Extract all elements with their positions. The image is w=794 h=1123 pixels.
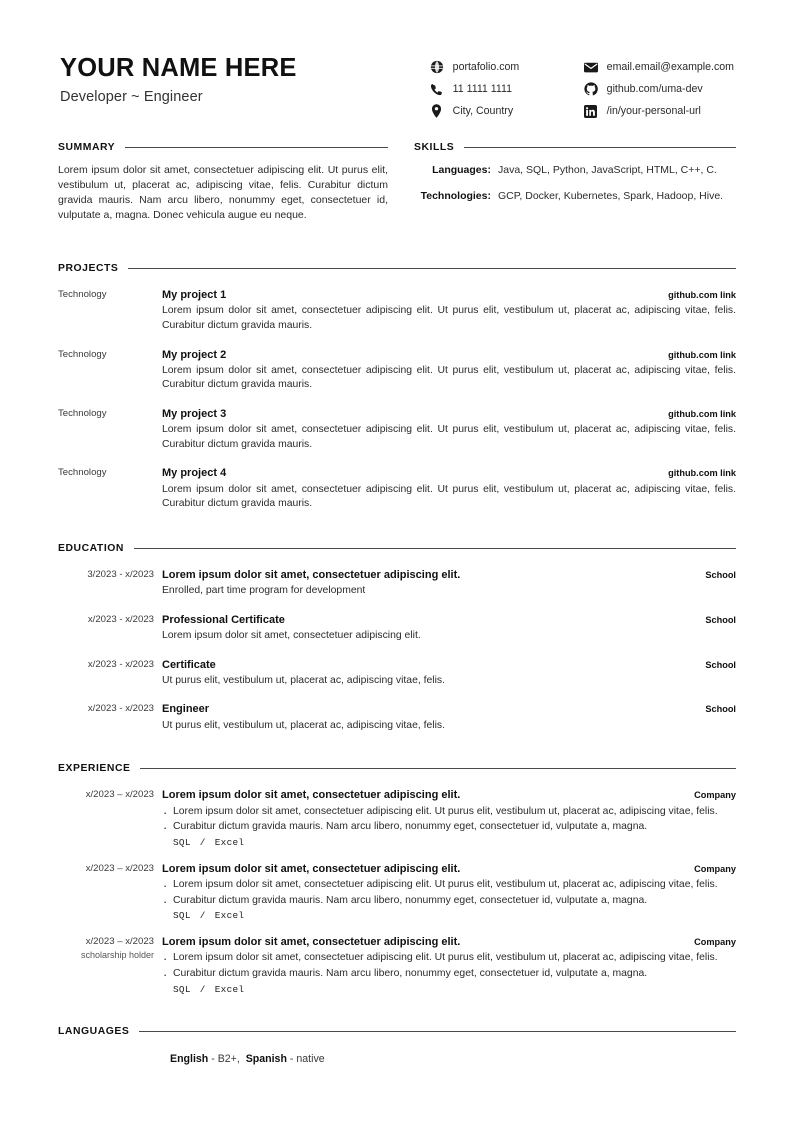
project-title: My project 1 [162,289,227,302]
skills-section-title: SKILLS [414,142,455,153]
experience-section [58,763,736,994]
section-divider [140,768,736,769]
experience-subtitle: scholarship holder [80,949,154,960]
section-divider [139,1031,736,1032]
education-dates: x/2023 - x/2023 [87,613,154,625]
experience-tag: SQL [173,983,191,995]
summary-text: Lorem ipsum dolor sit amet, consectetuer adipiscing elit. Ut purus elit, vestibulum ut, placerat ac, adipiscing vitae, felis. Curabitur dictum gravida mauris. Nam arcu libero, nonummy eget, consectetuer id, vulputate a, magna. Donec vehicula augue eu neque. [58,164,388,221]
skills-section [414,142,736,233]
contact-text-github: github.com/uma-dev [606,83,703,95]
project-link[interactable]: github.com link [668,408,736,419]
project-body [162,466,736,511]
contact-text-linkedin: /in/your-personal-url [606,105,701,117]
project-description: Lorem ipsum dolor sit amet, consectetuer adipiscing elit. Ut purus elit, vestibulum ut, placerat ac, adipiscing vitae, felis. Curabitur dictum gravida mauris. [162,364,736,391]
experience-tag: Excel [214,836,245,848]
experience-dates: x/2023 – x/2023 [85,936,154,948]
tag-separator: / [199,836,206,848]
summary-section [58,142,388,233]
experience-header [162,935,736,949]
summary-skills-band [58,142,736,233]
project-header [162,407,736,421]
section-divider [464,147,736,148]
experience-body [162,862,736,921]
contact-item-phone[interactable] [430,82,558,96]
education-header [162,702,736,716]
list-item [58,288,736,333]
project-link[interactable]: github.com link [668,468,736,479]
languages-section-head [58,1026,736,1037]
experience-dates: x/2023 – x/2023 [85,789,154,801]
experience-tag: Excel [214,910,245,922]
project-title: My project 3 [162,407,227,420]
project-title: My project 4 [162,467,227,480]
project-body [162,348,736,393]
education-description: Ut purus elit, vestibulum ut, placerat ac, adipiscing vitae, felis. [162,674,445,686]
skill-label-languages: Languages: [432,164,491,176]
languages-section-title: LANGUAGES [58,1025,130,1037]
summary-section-head [58,142,388,153]
contact-text-email: email.email@example.com [606,61,734,73]
section-divider [125,147,388,148]
experience-company: Company [694,937,736,948]
language-name-spanish: Spanish [245,1052,287,1065]
location-pin-icon [430,104,444,118]
github-icon [584,82,598,96]
education-title: Lorem ipsum dolor sit amet, consectetuer adipiscing elit. [162,568,461,581]
experience-header [162,788,736,802]
skill-label-technologies: Technologies: [420,189,491,202]
education-title: Certificate [162,658,216,671]
list-item [58,862,736,921]
experience-tags [162,837,736,848]
experience-bullet: · Lorem ipsum dolor sit amet, consectetuer adipiscing elit. Ut purus elit, vestibulum ut, placerat ac, adipiscing vitae, felis. [162,878,736,893]
contact-item-email[interactable] [584,60,734,74]
education-description: Lorem ipsum dolor sit amet, consectetuer adipiscing elit. [162,629,421,641]
project-link[interactable]: github.com link [668,290,736,301]
projects-section-head [58,263,736,274]
experience-tags [162,984,736,995]
project-technology: Technology [58,289,107,301]
education-school: School [705,614,736,625]
education-body [162,658,736,689]
language-name-english: English [170,1052,209,1065]
contact-item-portfolio[interactable] [430,60,558,74]
skill-value-technologies: GCP, Docker, Kubernetes, Spark, Hadoop, Hive. [498,189,724,202]
tag-separator: / [199,910,206,922]
education-description: Ut purus elit, vestibulum ut, placerat ac, adipiscing vitae, felis. [162,719,445,731]
education-section-title: EDUCATION [58,542,124,554]
list-item [58,613,736,644]
section-divider [128,268,736,269]
experience-bullet: · Curabitur dictum gravida mauris. Nam arcu libero, nonummy eget, consectetuer id, vulputate a, magna. [162,894,736,909]
language-level-spanish: native [296,1052,325,1065]
contact-item-linkedin[interactable] [584,104,734,118]
education-header [162,613,736,627]
project-technology: Technology [58,348,107,360]
experience-section-head [58,763,736,774]
education-dates: x/2023 - x/2023 [87,658,154,670]
experience-bullet: · Curabitur dictum gravida mauris. Nam arcu libero, nonummy eget, consectetuer id, vulputate a, magna. [162,967,736,982]
languages-section [58,1026,736,1065]
project-description: Lorem ipsum dolor sit amet, consectetuer adipiscing elit. Ut purus elit, vestibulum ut, placerat ac, adipiscing vitae, felis. Curabitur dictum gravida mauris. [162,424,736,450]
tag-separator: / [199,983,206,995]
education-title: Engineer [162,703,210,716]
experience-dates: x/2023 – x/2023 [85,862,154,874]
envelope-icon [584,60,598,74]
language-dash: - [289,1052,294,1065]
education-body [162,702,736,733]
skill-row [414,189,736,204]
project-description: Lorem ipsum dolor sit amet, consectetuer adipiscing elit. Ut purus elit, vestibulum ut, placerat ac, adipiscing vitae, felis. Curabitur dictum gravida mauris. [162,483,736,510]
projects-list [58,288,736,512]
experience-body [162,788,736,847]
experience-tag: Excel [214,983,245,995]
project-body [162,407,736,452]
contact-text-phone: 11 1111 1111 [452,83,512,95]
summary-section-title: SUMMARY [58,142,116,153]
projects-section-title: PROJECTS [58,263,119,275]
globe-icon [430,60,444,74]
education-list [58,568,736,733]
column-gap [388,142,414,233]
experience-list [58,788,736,994]
education-title: Professional Certificate [162,613,285,626]
experience-company: Company [694,790,736,801]
project-description: Lorem ipsum dolor sit amet, consectetuer adipiscing elit. Ut purus elit, vestibulum ut, placerat ac, adipiscing vitae, felis. Curabitur dictum gravida mauris. [162,305,736,331]
languages-line: English - B2+, Spanish - native [170,1052,325,1065]
education-school: School [705,569,736,580]
experience-title: Lorem ipsum dolor sit amet, consectetuer adipiscing elit. [162,936,461,949]
project-header [162,348,736,362]
project-header [162,466,736,480]
contact-text-portfolio: portafolio.com [452,61,520,73]
education-body [162,568,736,599]
education-dates: x/2023 - x/2023 [87,703,154,715]
project-title: My project 2 [162,348,227,361]
experience-body [162,935,736,994]
education-dates: 3/2023 - x/2023 [87,568,154,580]
contact-list [430,54,736,118]
list-item [58,348,736,393]
experience-bullet: · Curabitur dictum gravida mauris. Nam arcu libero, nonummy eget, consectetuer id, vulputate a, magna. [162,820,736,835]
list-item [58,935,736,994]
experience-bullet: · Lorem ipsum dolor sit amet, consectetuer adipiscing elit. Ut purus elit, vestibulum ut, placerat ac, adipiscing vitae, felis. [162,951,736,966]
project-link[interactable]: github.com link [668,349,736,360]
list-item [58,788,736,847]
experience-title: Lorem ipsum dolor sit amet, consectetuer adipiscing elit. [162,789,461,802]
contact-text-location: City, Country [452,105,514,117]
education-description: Enrolled, part time program for development [162,585,366,597]
experience-section-title: EXPERIENCE [58,763,131,775]
list-item [58,658,736,689]
experience-title: Lorem ipsum dolor sit amet, consectetuer adipiscing elit. [162,862,461,875]
experience-meta [58,935,162,994]
page-title: YOUR NAME HERE [60,54,297,82]
project-body [162,288,736,333]
skills-section-head [414,142,736,153]
experience-tag: SQL [173,836,191,848]
list-item [58,568,736,599]
language-level-english: B2+ [217,1052,237,1065]
language-dash: - [211,1052,215,1065]
projects-section [58,263,736,512]
education-section [58,543,736,733]
experience-bullets [162,951,736,981]
experience-bullets [162,805,736,835]
skill-value-languages: Java, SQL, Python, JavaScript, HTML, C++, C. [498,164,717,176]
education-school: School [705,704,736,715]
project-technology: Technology [58,467,107,479]
experience-bullets [162,878,736,908]
experience-meta [58,788,162,847]
education-body [162,613,736,644]
headline-subtitle: Developer ~ Engineer [60,88,203,105]
resume-header [58,48,736,118]
project-header [162,288,736,302]
contact-item-location [430,104,558,118]
education-header [162,658,736,672]
list-item [58,407,736,452]
education-school: School [705,659,736,670]
identity-block [58,54,297,105]
experience-bullet: · Lorem ipsum dolor sit amet, consectetuer adipiscing elit. Ut purus elit, vestibulum ut, placerat ac, adipiscing vitae, felis. [162,805,736,820]
experience-meta [58,862,162,921]
contact-item-github[interactable] [584,82,734,96]
project-technology: Technology [58,407,107,419]
experience-tags [162,910,736,921]
education-header [162,568,736,582]
education-section-head [58,543,736,554]
experience-tag: SQL [173,910,191,922]
experience-header [162,862,736,876]
section-divider [134,548,736,549]
experience-company: Company [694,863,736,874]
list-item [58,466,736,511]
skill-row [414,163,736,178]
linkedin-icon [584,104,598,118]
phone-icon [430,82,444,96]
list-item [58,702,736,733]
